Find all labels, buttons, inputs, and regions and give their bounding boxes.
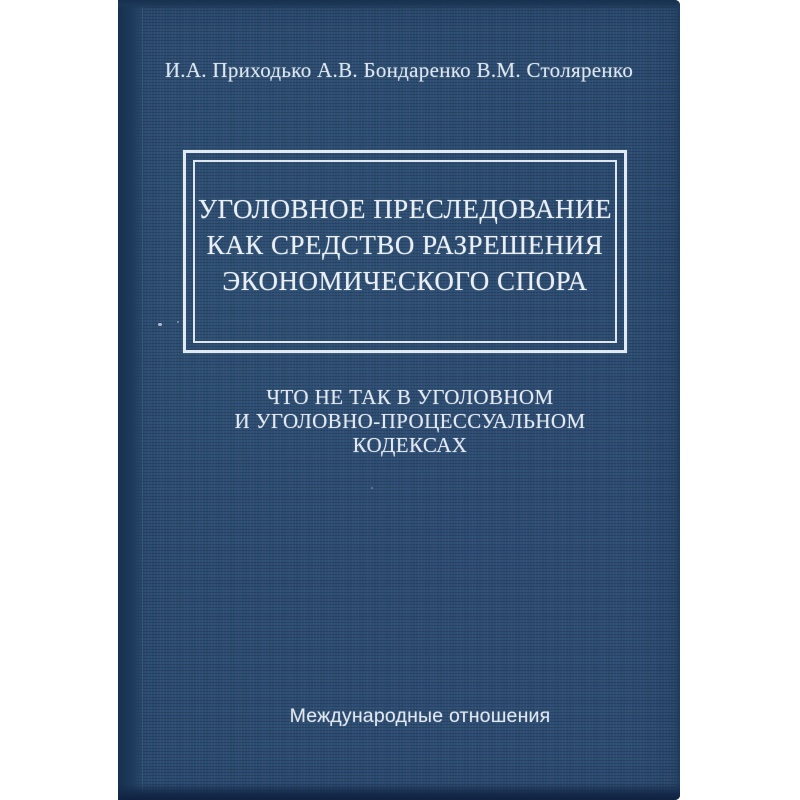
book-title — [198, 191, 612, 299]
book-subtitle — [129, 385, 691, 457]
dust-speck — [158, 323, 162, 326]
subtitle-line-1: ЧТО НЕ ТАК В УГОЛОВНОМ — [266, 385, 554, 409]
subtitle-line-2: И УГОЛОВНО-ПРОЦЕССУАЛЬНОМ — [234, 409, 586, 433]
title-frame — [183, 150, 627, 353]
authors-line: И.А. Приходько А.В. Бондаренко В.М. Столяренко — [164, 58, 634, 82]
subtitle-line-3: КОДЕКСАХ — [352, 433, 468, 457]
book-top-edge — [118, 0, 680, 9]
book-bottom-edge — [118, 784, 680, 800]
title-line-2: КАК СРЕДСТВО РАЗРЕШЕНИЯ — [206, 229, 604, 260]
title-frame-inner-border — [193, 160, 617, 343]
title-line-3: ЭКОНОМИЧЕСКОГО СПОРА — [222, 265, 588, 296]
dust-speck — [371, 487, 373, 489]
publisher-name: Международные отношения — [289, 705, 551, 727]
title-line-1: УГОЛОВНОЕ ПРЕСЛЕДОВАНИЕ — [197, 193, 613, 224]
book-cover — [118, 0, 680, 800]
dust-speck — [177, 321, 179, 323]
